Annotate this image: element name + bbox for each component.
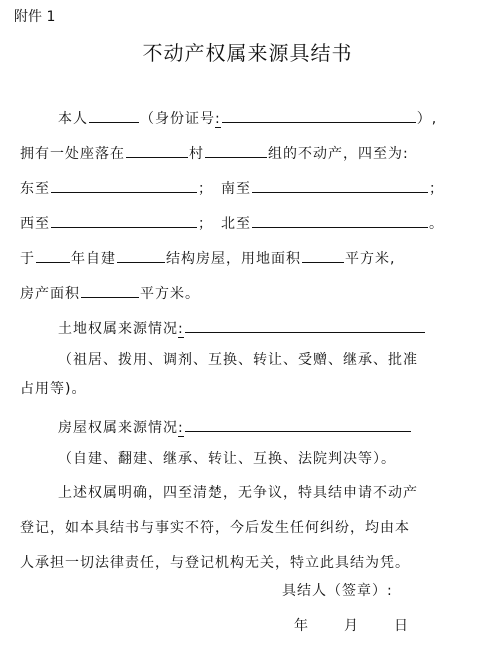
village-field[interactable] (126, 139, 188, 158)
east-south-line (20, 174, 444, 196)
land-source-colon: : (178, 321, 184, 337)
boundaries-intro: 组的不动产，四至为: (268, 146, 409, 162)
north-boundary-field[interactable] (252, 209, 428, 228)
land-source-options: （祖居、拨用、调剂、互换、转让、受赠、继承、批准 (58, 352, 418, 368)
land-source-line (58, 314, 426, 336)
house-source-line (58, 413, 412, 435)
south-end: ； (429, 181, 444, 197)
north-end: 。 (429, 216, 444, 232)
attachment-label: 附件 1 (14, 9, 56, 25)
location-line (20, 139, 409, 161)
land-source-options-cont: 占用等)。 (20, 381, 87, 397)
declarant-label: 本人 (58, 111, 88, 127)
village-label: 村 (189, 146, 204, 162)
building-area-unit: 平方米。 (140, 286, 200, 302)
statement-line-3: 人承担一切法律责任，与登记机构无关，特立此具结为凭。 (20, 555, 410, 571)
id-number-label: （身份证号 (140, 111, 215, 127)
building-area-label: 房产面积 (20, 286, 80, 302)
location-label: 拥有一处座落在 (20, 146, 125, 162)
signature-label: 具结人（签章）: (282, 583, 393, 599)
build-year-field[interactable] (36, 244, 70, 263)
land-source-field[interactable] (185, 314, 425, 333)
north-label: 北至 (221, 216, 251, 232)
group-field[interactable] (205, 139, 267, 158)
land-area-unit: 平方米, (345, 251, 396, 267)
east-boundary-field[interactable] (51, 174, 197, 193)
south-boundary-field[interactable] (252, 174, 428, 193)
page-title: 不动产权属来源具结书 (142, 41, 353, 65)
signature-month: 月 (344, 618, 359, 634)
west-north-line (20, 209, 444, 231)
house-source-colon: : (178, 420, 184, 436)
declarant-line (58, 104, 437, 126)
east-separator: ； (198, 181, 213, 197)
land-source-label: 土地权属来源情况 (58, 321, 178, 337)
east-label: 东至 (20, 181, 50, 197)
signature-year: 年 (294, 618, 309, 634)
name-field[interactable] (89, 104, 139, 123)
year-prefix: 于 (20, 251, 35, 267)
house-source-field[interactable] (185, 413, 411, 432)
signature-day: 日 (394, 618, 409, 634)
self-built-label: 年自建 (71, 251, 116, 267)
land-area-label: 结构房屋，用地面积 (166, 251, 301, 267)
id-number-colon: : (215, 111, 221, 127)
construction-line (20, 244, 395, 266)
house-source-options: （自建、翻建、继承、转让、互换、法院判决等）。 (58, 451, 396, 467)
building-area-line (20, 279, 200, 301)
land-area-field[interactable] (302, 244, 344, 263)
id-close: ）, (416, 111, 438, 127)
structure-field[interactable] (117, 244, 165, 263)
id-number-field[interactable] (222, 104, 416, 123)
statement-line-2: 登记，如本具结书与事实不符，今后发生任何纠纷，均由本 (20, 520, 410, 536)
west-separator: ； (198, 216, 213, 232)
west-label: 西至 (20, 216, 50, 232)
house-source-label: 房屋权属来源情况 (58, 420, 178, 436)
building-area-field[interactable] (81, 279, 139, 298)
west-boundary-field[interactable] (51, 209, 197, 228)
statement-line-1: 上述权属明确，四至清楚，无争议，特具结申请不动产 (58, 485, 418, 501)
south-label: 南至 (221, 181, 251, 197)
